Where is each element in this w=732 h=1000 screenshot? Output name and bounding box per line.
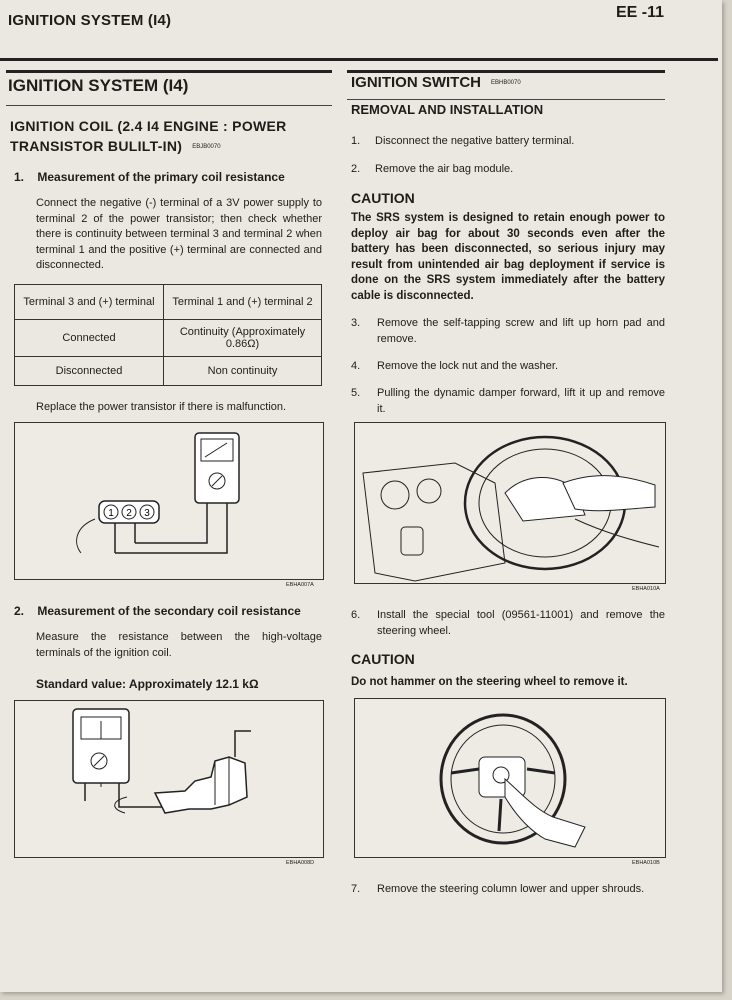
fig2-code: EBHA008D (286, 860, 315, 866)
figure-steering-wheel-puller (354, 698, 666, 858)
table-row1-col1: Connected (15, 320, 164, 357)
step2-title-row (14, 604, 301, 618)
step-4-number: 4. (351, 360, 361, 372)
table-row2-col2: Non continuity (164, 357, 322, 386)
step-7-text: Remove the steering column lower and upper shrouds. (377, 883, 645, 895)
removal-heading: REMOVAL AND INSTALLATION (351, 102, 544, 117)
step-5 (351, 386, 665, 417)
step-3 (351, 316, 665, 347)
step2-title: Measurement of the secondary coil resistance (37, 604, 301, 618)
fig3-code: EBHA010A (632, 586, 660, 592)
table-header-2: Terminal 1 and (+) terminal 2 (164, 285, 322, 320)
fig4-code: EBHA010B (632, 860, 660, 866)
figure-ignition-coil (14, 700, 324, 858)
step-6-text: Install the special tool (09561-11001) and remove the steering wheel. (377, 609, 665, 637)
step-7 (351, 882, 665, 898)
step2-number: 2. (14, 604, 25, 618)
steering-wheel-puller-diagram (355, 699, 665, 857)
left-section-title: IGNITION SYSTEM (I4) (8, 76, 189, 95)
power-transistor-diagram (15, 423, 323, 579)
step-2-number: 2. (351, 163, 361, 175)
step1-number: 1. (14, 170, 25, 184)
caution-text-2: Do not hammer on the steering wheel to remove it. (351, 676, 628, 688)
damper-removal-diagram (355, 423, 665, 583)
step-3-number: 3. (351, 317, 361, 329)
ignition-coil-heading-line2: TRANSISTOR BULILT-IN) (10, 138, 183, 154)
terminal-1-label: 1 (108, 508, 114, 519)
table-header-1: Terminal 3 and (+) terminal (15, 285, 164, 320)
ignition-switch-code: EBHB0070 (491, 80, 521, 87)
step1-text: Connect the negative (-) terminal of a 3V power supply to terminal 2 of the power transistor; then check whether there is continuity between terminal 3 and terminal 2 when terminal 1 and the positive (+) terminal are connected and disconnected. (36, 197, 322, 271)
continuity-table (14, 284, 322, 386)
step-2 (351, 162, 665, 178)
figure-power-transistor (14, 422, 324, 580)
standard-value: Standard value: Approximately 12.1 kΩ (36, 677, 259, 691)
replace-text: Replace the power transistor if there is malfunction. (36, 401, 287, 413)
step-2-text: Remove the air bag module. (375, 163, 514, 175)
right-section-title-row (351, 74, 521, 91)
caution-text-1: The SRS system is designed to retain enough power to deploy air bag for about 30 seconds even after the battery has been disconnected, so serious injury may result from unintended air bag deployment if service is done on the SRS system immediately after the battery cable is disconnected. (351, 212, 665, 302)
ignition-coil-diagram (15, 701, 323, 857)
table-row2-col1: Disconnected (15, 357, 164, 386)
running-head: IGNITION SYSTEM (I4) (8, 12, 172, 29)
ignition-coil-heading (10, 116, 328, 157)
step-5-number: 5. (351, 387, 361, 399)
step-7-number: 7. (351, 883, 361, 895)
step-6-number: 6. (351, 609, 361, 621)
step-5-text: Pulling the dynamic damper forward, lift it up and remove it. (377, 387, 665, 415)
figure-damper-removal (354, 422, 666, 584)
ignition-coil-heading-line1: IGNITION COIL (2.4 I4 ENGINE : POWER (10, 118, 287, 134)
step2-text: Measure the resistance between the high-voltage terminals of the ignition coil. (36, 631, 322, 659)
step-6 (351, 608, 665, 639)
ignition-switch-title: IGNITION SWITCH (351, 74, 481, 91)
ignition-coil-code: EBJB0070 (192, 144, 221, 151)
caution-title-1: CAUTION (351, 190, 415, 206)
step-1-text: Disconnect the negative battery terminal. (375, 135, 575, 147)
step1-title: Measurement of the primary coil resistance (37, 170, 285, 184)
step-3-text: Remove the self-tapping screw and lift up horn pad and remove. (377, 317, 665, 345)
table-row1-col2: Continuity (Approximately 0.86Ω) (164, 320, 322, 357)
fig1-code: EBHA007A (286, 582, 314, 588)
step-4-text: Remove the lock nut and the washer. (377, 360, 558, 372)
terminal-3-label: 3 (144, 508, 150, 519)
step-1-number: 1. (351, 135, 361, 147)
step-1 (351, 134, 665, 150)
step1-title-row (14, 170, 285, 184)
terminal-2-label: 2 (126, 508, 132, 519)
page-number: EE -11 (616, 4, 665, 21)
caution-title-2: CAUTION (351, 651, 415, 667)
step-4 (351, 359, 665, 375)
